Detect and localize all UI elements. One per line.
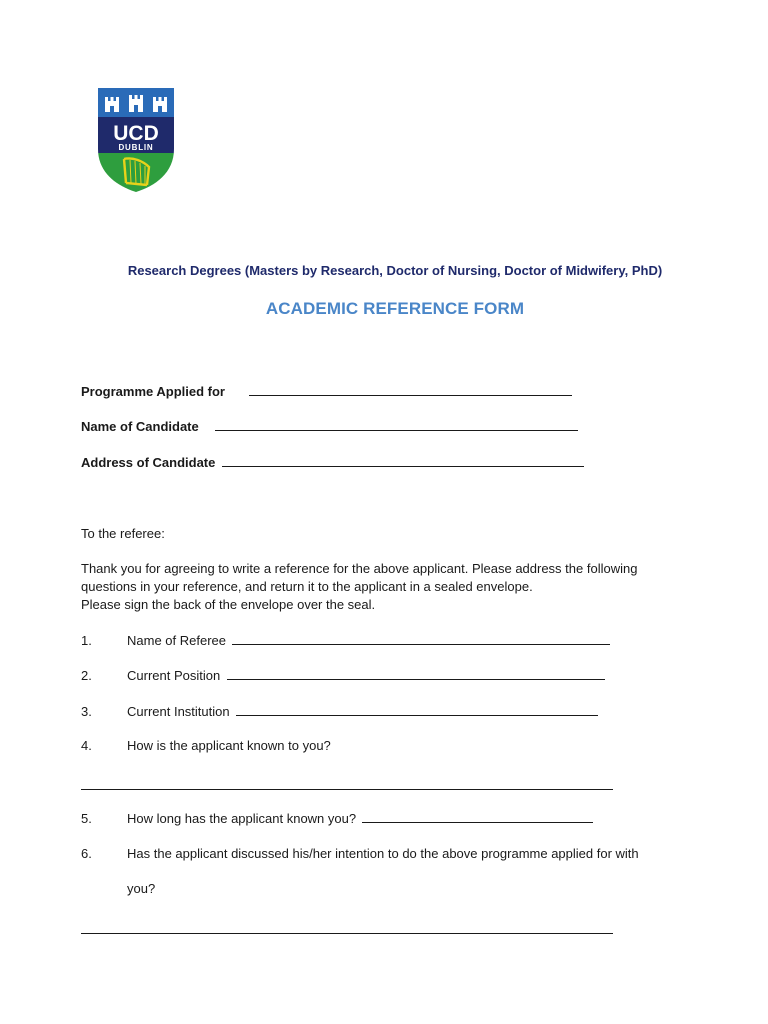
candidate-name-label: Name of Candidate: [81, 419, 199, 434]
candidate-address-input-line[interactable]: [222, 454, 584, 467]
candidate-name-input-line[interactable]: [215, 418, 578, 431]
candidate-name-field: [81, 418, 578, 434]
question-1-number: 1.: [81, 633, 92, 648]
intro-line-1: Thank you for agreeing to write a reference for the above applicant. Please address the following: [81, 561, 638, 576]
question-5-number: 5.: [81, 811, 92, 826]
form-title: ACADEMIC REFERENCE FORM: [265, 299, 525, 318]
question-5-text: How long has the applicant known you?: [127, 811, 357, 826]
question-6-text: Has the applicant discussed his/her intention to do the above programme applied for with: [127, 846, 639, 861]
candidate-address-field: [81, 454, 584, 470]
question-4-answer-line[interactable]: [81, 788, 613, 790]
logo-ucd-text: UCD: [113, 122, 159, 145]
question-5: [81, 810, 593, 826]
question-3-text: Current Institution: [127, 704, 230, 719]
programme-field: [81, 383, 572, 399]
question-2-number: 2.: [81, 668, 92, 683]
question-3-number: 3.: [81, 704, 92, 719]
question-4-text: How is the applicant known to you?: [127, 738, 331, 753]
question-2-text: Current Position: [127, 668, 221, 683]
question-6: [81, 846, 639, 861]
question-2-answer-line[interactable]: [227, 667, 605, 680]
form-subtitle: Research Degrees (Masters by Research, Doctor of Nursing, Doctor of Midwifery, PhD): [127, 263, 663, 278]
intro-line-3: Please sign the back of the envelope over the seal.: [81, 597, 376, 612]
question-6-continued: you?: [127, 881, 156, 896]
question-6-number: 6.: [81, 846, 92, 861]
intro-line-2: questions in your reference, and return it to the applicant in a sealed envelope.: [81, 579, 533, 594]
salutation: To the referee:: [81, 526, 165, 541]
question-1-text: Name of Referee: [127, 633, 226, 648]
question-1-answer-line[interactable]: [232, 632, 610, 645]
question-3: [81, 703, 598, 719]
candidate-address-label: Address of Candidate: [81, 455, 216, 470]
question-2: [81, 667, 605, 683]
ucd-crest-logo: [97, 87, 175, 193]
programme-label: Programme Applied for: [81, 384, 225, 399]
question-4-number: 4.: [81, 738, 92, 753]
logo-dublin-text: DUBLIN: [118, 143, 154, 152]
programme-input-line[interactable]: [249, 383, 572, 396]
question-6-answer-line[interactable]: [81, 932, 613, 934]
question-3-answer-line[interactable]: [236, 703, 598, 716]
question-5-answer-line[interactable]: [362, 810, 593, 823]
question-4: [81, 738, 331, 753]
question-1: [81, 632, 610, 648]
